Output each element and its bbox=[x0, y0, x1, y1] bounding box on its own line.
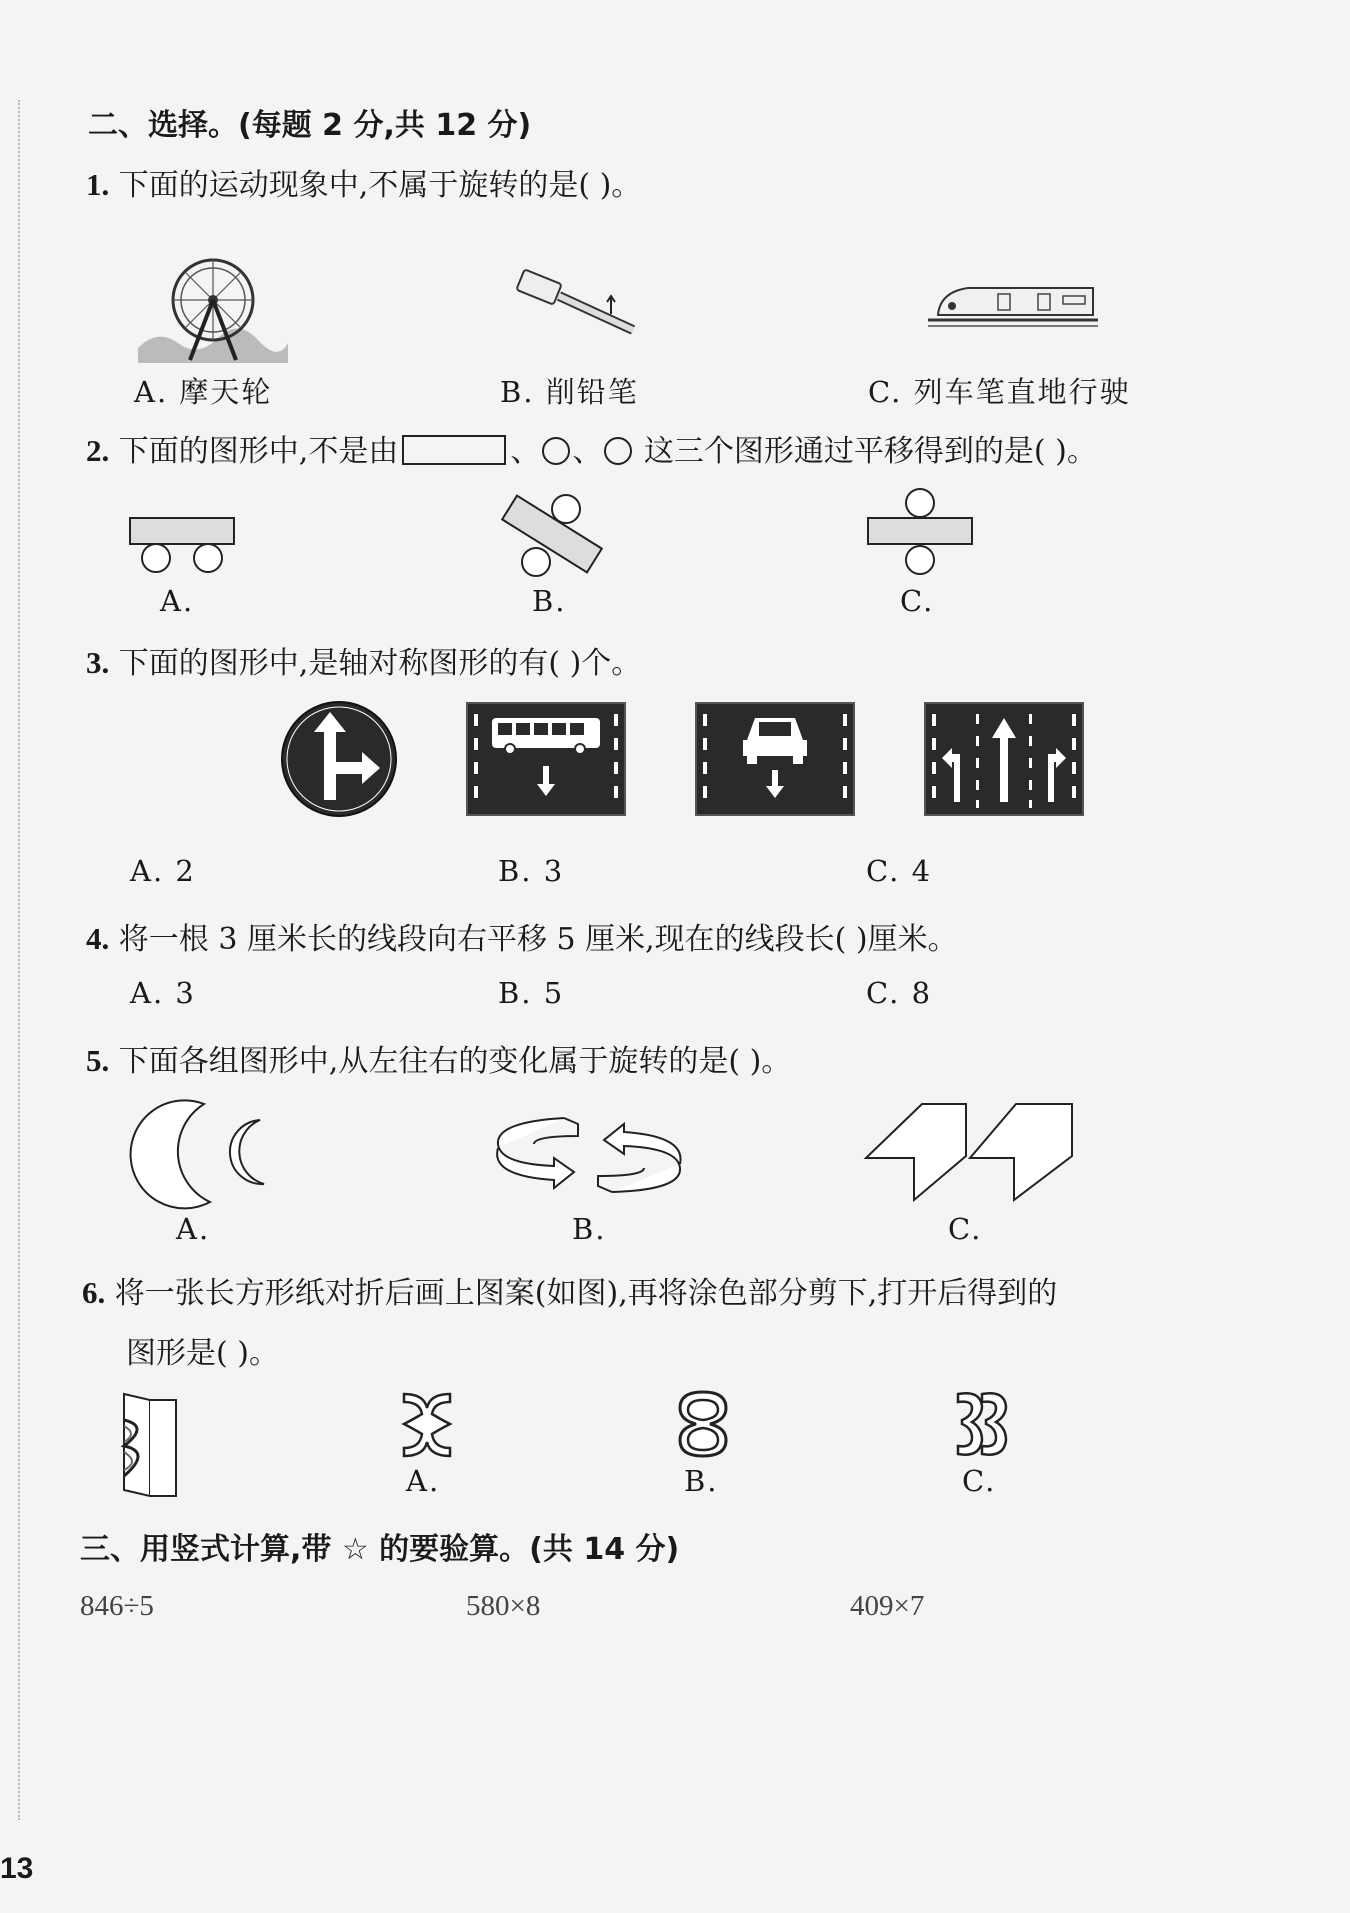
separator: 、 bbox=[572, 434, 603, 469]
question-text: 将一张长方形纸对折后画上图案(如图),再将涂色部分剪下,打开后得到的 bbox=[114, 1276, 1058, 1311]
section-title: 二、选择。(每题 2 分,共 12 分) bbox=[88, 108, 532, 143]
tilted-shape-figure-b bbox=[496, 492, 606, 582]
arrow-shapes-figure-c bbox=[864, 1100, 1074, 1206]
question-number: 5. bbox=[86, 1043, 110, 1078]
option-b[interactable]: B. 3 bbox=[498, 854, 565, 888]
option-c[interactable]: C. bbox=[900, 584, 935, 618]
option-b[interactable]: B. bbox=[572, 1212, 607, 1246]
option-b[interactable]: B. 5 bbox=[498, 976, 565, 1010]
rectangle-shape-icon bbox=[402, 435, 506, 465]
option-b[interactable]: B. 削铅笔 bbox=[500, 375, 639, 409]
question-1 bbox=[86, 160, 641, 204]
option-c[interactable]: C. 列车笔直地行驶 bbox=[868, 375, 1131, 409]
go-straight-or-turn-right-sign-icon bbox=[280, 700, 398, 818]
question-text: 下面各组图形中,从左往右的变化属于旋转的是( )。 bbox=[118, 1044, 792, 1079]
question-2 bbox=[86, 426, 1097, 470]
question-text: 下面的图形中,不是由 bbox=[118, 434, 399, 469]
separator: 、 bbox=[510, 434, 541, 469]
option-c[interactable]: C. 8 bbox=[866, 976, 933, 1010]
question-6 bbox=[82, 1268, 1057, 1312]
question-6-line-2: 图形是( )。 bbox=[126, 1336, 279, 1371]
option-a[interactable]: A. 3 bbox=[130, 976, 196, 1010]
figure-a-cutout-icon bbox=[400, 1390, 454, 1460]
page-number: 13 bbox=[0, 1852, 34, 1885]
question-number: 3. bbox=[86, 645, 110, 680]
circular-arrows-figure-b bbox=[494, 1108, 684, 1204]
question-3 bbox=[86, 638, 641, 682]
ferris-wheel-image bbox=[138, 248, 288, 363]
figure-c-cutout-icon bbox=[954, 1388, 1010, 1460]
option-a[interactable]: A. bbox=[176, 1212, 211, 1246]
option-b[interactable]: B. bbox=[684, 1464, 719, 1498]
bus-lane-sign-icon bbox=[466, 702, 626, 816]
question-text: 下面的图形中,是轴对称图形的有( )个。 bbox=[118, 646, 642, 681]
question-4 bbox=[86, 914, 958, 958]
folded-paper-figure bbox=[120, 1390, 182, 1500]
option-a[interactable]: A. bbox=[406, 1464, 441, 1498]
binding-margin-line bbox=[18, 100, 20, 1820]
question-text: 下面的运动现象中,不属于旋转的是( )。 bbox=[118, 168, 642, 203]
option-a[interactable]: A. 2 bbox=[130, 854, 196, 888]
question-number: 2. bbox=[86, 433, 110, 468]
crescent-shapes-figure-a bbox=[124, 1100, 274, 1210]
figure-b-cutout-icon bbox=[676, 1388, 730, 1460]
calc-problem-3: 409×7 bbox=[850, 1590, 925, 1622]
option-c[interactable]: C. bbox=[948, 1212, 983, 1246]
lane-direction-sign-icon bbox=[924, 702, 1084, 816]
option-c[interactable]: C. bbox=[962, 1464, 997, 1498]
circle-shape-icon bbox=[604, 437, 632, 465]
calc-problem-2: 580×8 bbox=[466, 1590, 541, 1622]
question-number: 1. bbox=[86, 167, 110, 202]
car-lane-sign-icon bbox=[695, 702, 855, 816]
question-5 bbox=[86, 1036, 791, 1080]
option-b[interactable]: B. bbox=[532, 584, 567, 618]
calc-problem-1: 846÷5 bbox=[80, 1590, 154, 1622]
question-text: 将一根 3 厘米长的线段向右平移 5 厘米,现在的线段长( )厘米。 bbox=[118, 922, 958, 957]
cart-shape-figure-a bbox=[128, 516, 238, 574]
pencil-sharpener-image bbox=[515, 258, 640, 338]
train-image bbox=[928, 270, 1098, 330]
stacked-shape-figure-c bbox=[866, 488, 976, 580]
section-title: 三、用竖式计算,带 ☆ 的要验算。(共 14 分) bbox=[80, 1532, 680, 1567]
question-number: 6. bbox=[82, 1275, 106, 1310]
circle-shape-icon bbox=[542, 437, 570, 465]
option-a[interactable]: A. 摩天轮 bbox=[134, 375, 273, 409]
option-c[interactable]: C. 4 bbox=[866, 854, 933, 888]
question-text: 这三个图形通过平移得到的是( )。 bbox=[643, 434, 1097, 469]
question-number: 4. bbox=[86, 921, 110, 956]
option-a[interactable]: A. bbox=[160, 584, 195, 618]
